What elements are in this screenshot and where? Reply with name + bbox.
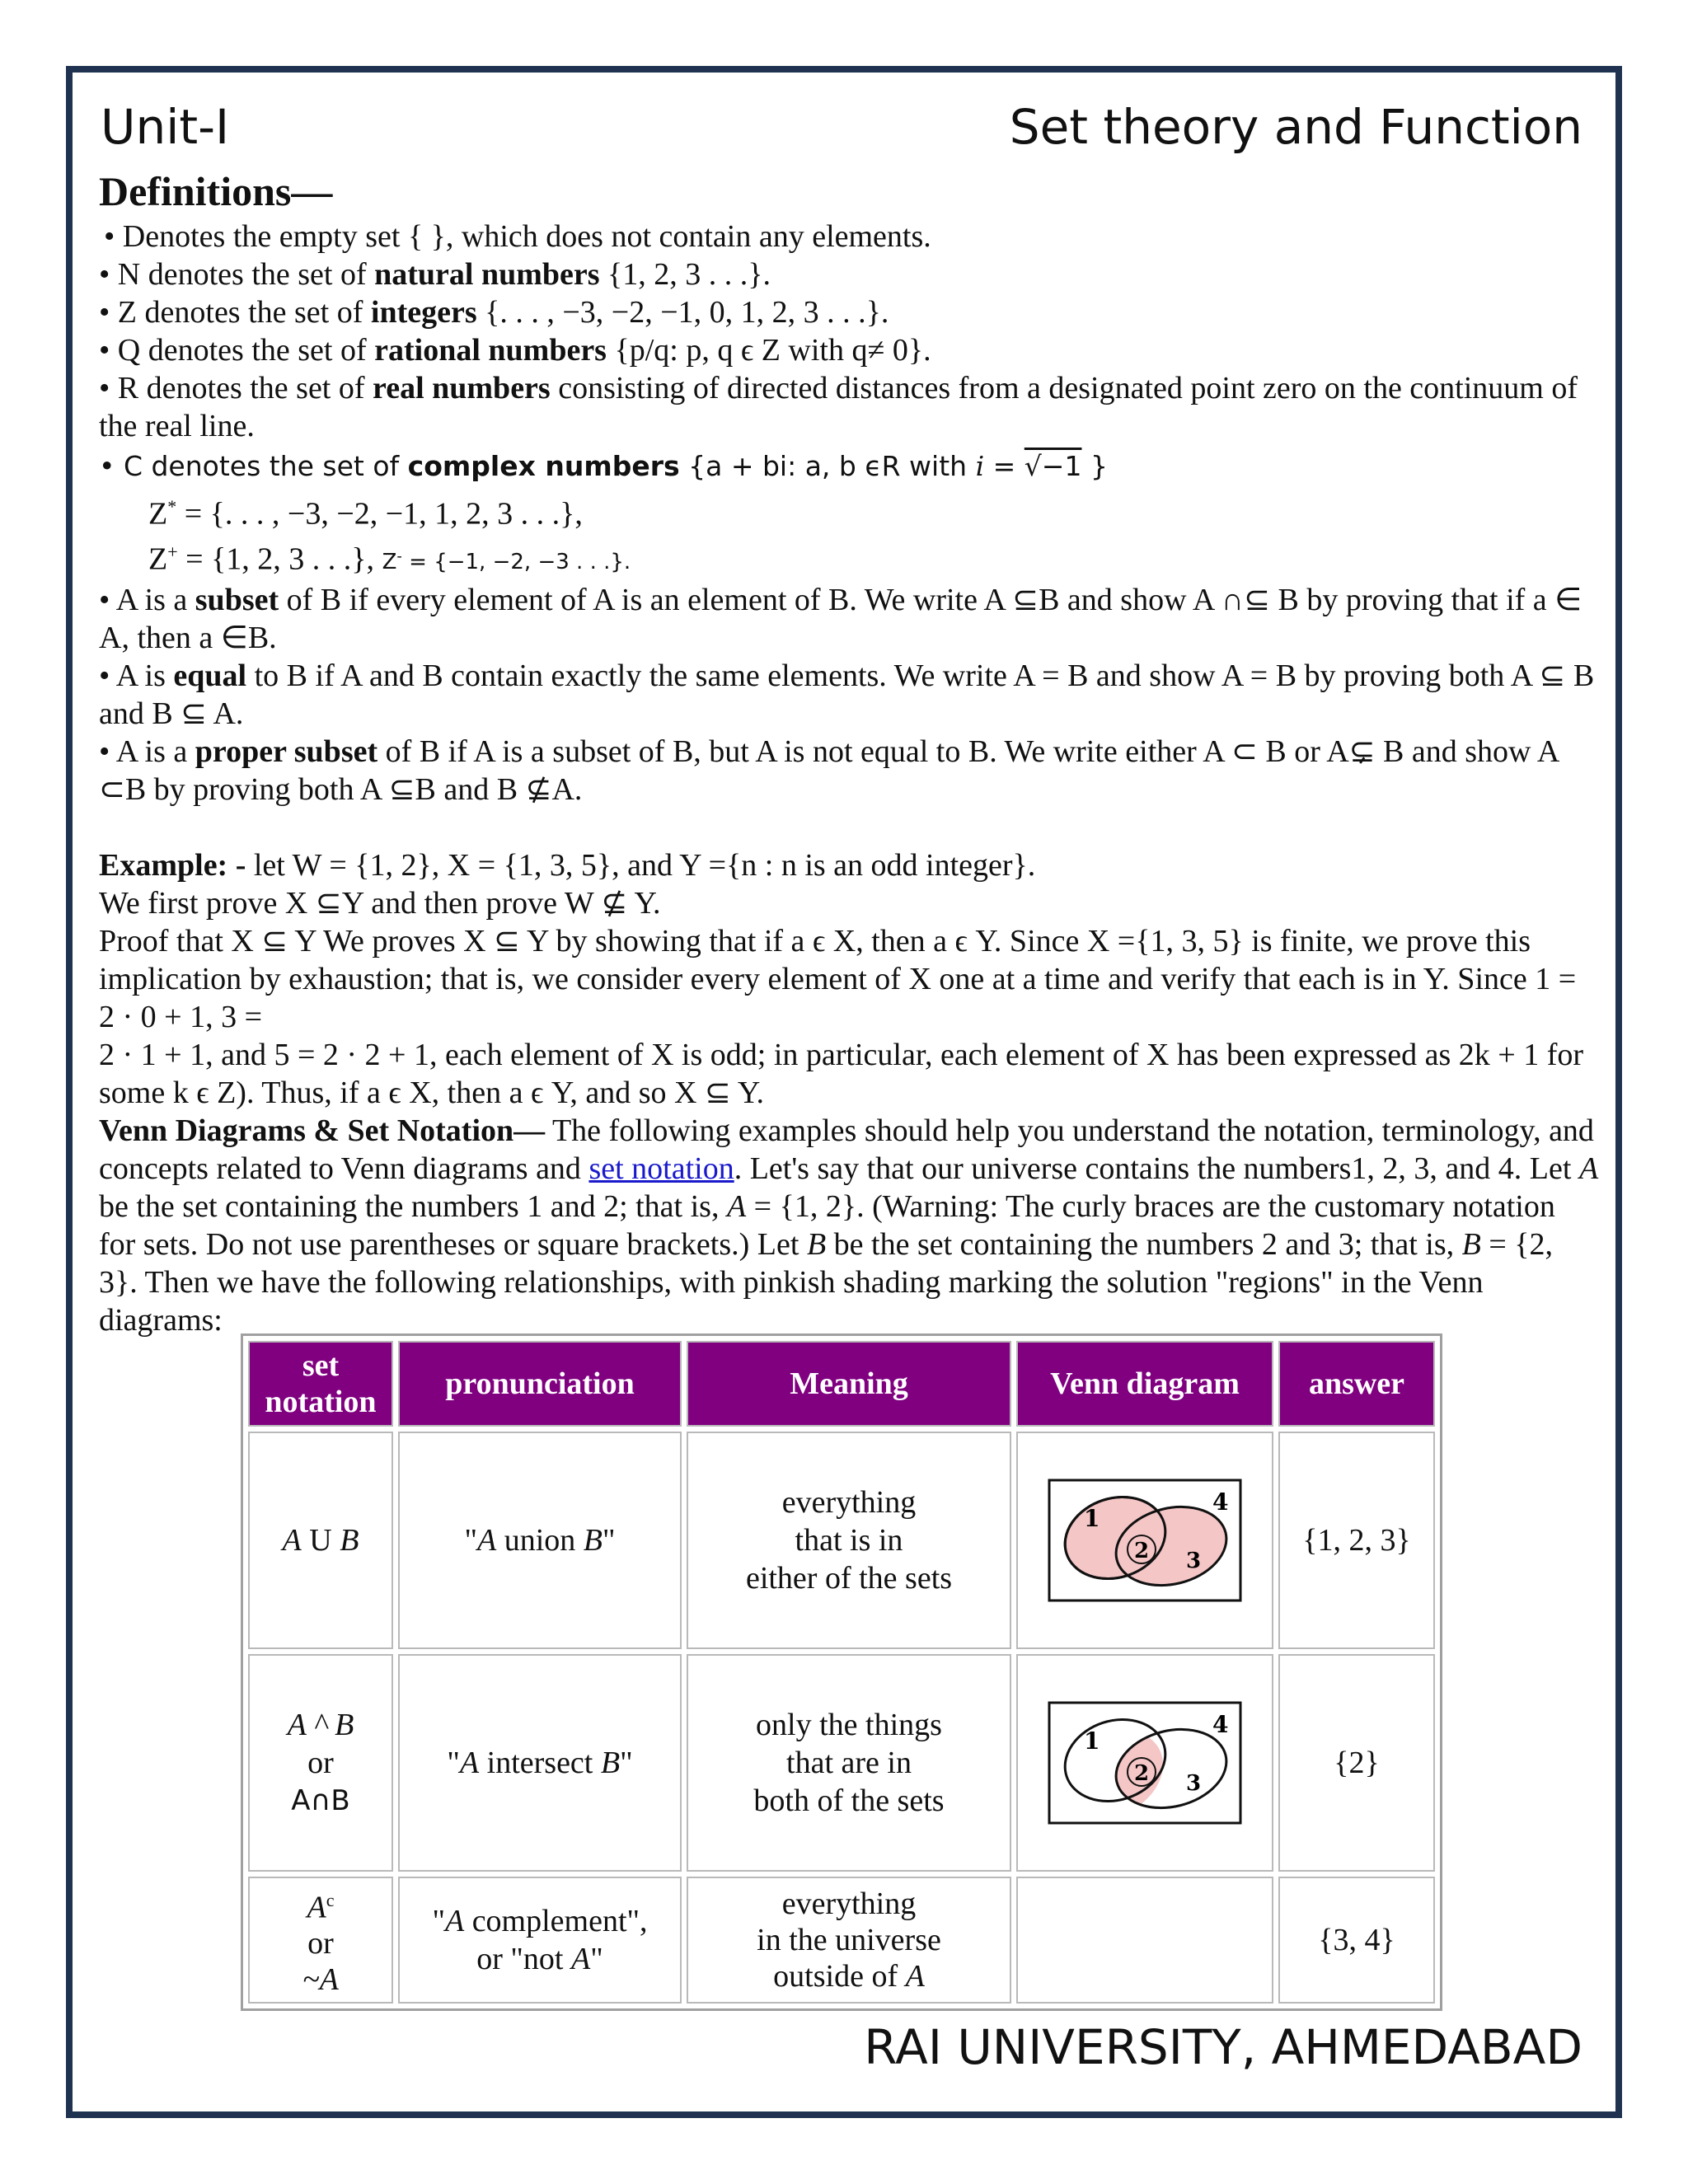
document-body bbox=[99, 165, 1599, 1339]
cell-venn-diagram bbox=[1016, 1654, 1273, 1872]
def-complex: • C denotes the set of complex numbers {a + bi: a, b ϵR with i = √−1 } bbox=[99, 450, 1108, 482]
cell-notation: $A^c$ or ~A bbox=[248, 1877, 393, 2004]
venn-label-1: 1 bbox=[1084, 1727, 1100, 1755]
def-proper-subset: • A is a proper subset of B if A is a subset of B, but A is not equal to B. We write either A ⊂ B or A⊊ B and show A ⊂B by proving both A ⊆B and B ⊈A. bbox=[99, 734, 1559, 808]
def-subset: • A is a subset of B if every element of A is an element of B. We write A ⊆B and show A ∩⊆ B by proving that if a ∈ A, then a ∈B. bbox=[99, 583, 1582, 656]
example-proof-cont: 2 · 1 + 1, and 5 = 2 · 2 + 1, each element of X is odd; in particular, each element of X has been expressed as 2k + 1 for some k ϵ Z). Thus, if a ϵ X, then a ϵ Y, and so X ⊆ Y. bbox=[99, 1038, 1584, 1111]
header-pronunciation: pronunciation bbox=[398, 1341, 682, 1427]
table-row bbox=[248, 1654, 1435, 1872]
header-set-notation: set notation bbox=[248, 1341, 393, 1427]
cell-answer: {1, 2, 3} bbox=[1278, 1432, 1435, 1649]
subject-title: Set theory and Function bbox=[1009, 99, 1582, 155]
table-row bbox=[248, 1877, 1435, 2004]
cell-venn-diagram bbox=[1016, 1432, 1273, 1649]
def-equal: • A is equal to B if A and B contain exactly the same elements. We write A = B and show A = B by proving both A ⊆ B and B ⊆ A. bbox=[99, 658, 1595, 732]
footer-university: RAI UNIVERSITY, AHMEDABAD bbox=[864, 2019, 1582, 2075]
def-real: • R denotes the set of real numbers consisting of directed distances from a designated point zero on the continuum of the real line. bbox=[99, 371, 1578, 443]
def-natural: • N denotes the set of natural numbers {1, 2, 3 . . .}. bbox=[99, 257, 771, 292]
example-line-1: Example: - let W = {1, 2}, X = {1, 3, 5}, and Y ={n : n is an odd integer}. bbox=[99, 848, 1036, 883]
venn-union-diagram bbox=[1048, 1479, 1242, 1602]
def-z-star: Z* = {. . . , −3, −2, −1, 1, 2, 3 . . .}, bbox=[148, 496, 583, 532]
def-empty-set: • Denotes the empty set { }, which does not contain any elements. bbox=[104, 219, 931, 254]
cell-meaning: everything that is in either of the sets bbox=[687, 1432, 1011, 1649]
cell-answer: {3, 4} bbox=[1278, 1877, 1435, 2004]
venn-label-4: 4 bbox=[1212, 1488, 1229, 1516]
definitions-heading: Definitions— bbox=[99, 168, 333, 214]
def-z-plus-minus: Z+ = {1, 2, 3 . . .}, Z- = {−1, −2, −3 . . .}. bbox=[148, 541, 631, 577]
venn-label-3: 3 bbox=[1186, 1771, 1202, 1796]
header-venn-diagram: Venn diagram bbox=[1016, 1341, 1273, 1427]
table-header-row bbox=[248, 1341, 1435, 1427]
def-integers: • Z denotes the set of integers {. . . , −3, −2, −1, 0, 1, 2, 3 . . .}. bbox=[99, 295, 889, 330]
set-notation-link[interactable]: set notation bbox=[588, 1151, 734, 1187]
example-line-2: We first prove X ⊆Y and then prove W ⊈ Y. bbox=[99, 886, 661, 921]
cell-notation: A ^ B or A∩B bbox=[248, 1654, 393, 1872]
venn-label-2: 2 bbox=[1134, 1539, 1150, 1563]
table-row bbox=[248, 1432, 1435, 1649]
spacer bbox=[99, 808, 1599, 846]
cell-pronunciation: "A union B" bbox=[398, 1432, 682, 1649]
cell-pronunciation: "A intersect B" bbox=[398, 1654, 682, 1872]
venn-label-2: 2 bbox=[1134, 1761, 1150, 1786]
venn-label-1: 1 bbox=[1084, 1505, 1100, 1532]
venn-intro: Venn Diagrams & Set Notation— The following examples should help you understand the notation, terminology, and concepts related to Venn diagrams and set notation. Let's say that our universe contains the numbers1, 2, 3, and 4. Let A be the set containing the numbers 1 and 2; that is, A = {1, 2}. (Warning: The curly braces are the customary notation for sets. Do not use parentheses or square brackets.) Let B be the set containing the numbers 2 and 3; that is, B = {2, 3}. Then we have the following relationships, with pinkish shading marking the solution "regions" in the Venn diagrams: bbox=[99, 1113, 1599, 1338]
cell-answer: {2} bbox=[1278, 1654, 1435, 1872]
cell-meaning: everything in the universe outside of A bbox=[687, 1877, 1011, 2004]
venn-intersection-diagram bbox=[1048, 1701, 1242, 1825]
cell-notation: A U B bbox=[248, 1432, 393, 1649]
example-proof: Proof that X ⊆ Y We proves X ⊆ Y by showing that if a ϵ X, then a ϵ Y. Since X ={1, 3, 5} is finite, we prove this implication by exhaustion; that is, we consider every element of X one at a time and verify that each is in Y. Since 1 = 2 · 0 + 1, 3 = bbox=[99, 924, 1577, 1035]
def-rational: • Q denotes the set of rational numbers {p/q: p, q ϵ Z with q≠ 0}. bbox=[99, 333, 931, 368]
unit-title: Unit-I bbox=[101, 99, 230, 155]
venn-label-3: 3 bbox=[1186, 1549, 1202, 1573]
cell-venn-diagram bbox=[1016, 1877, 1273, 2004]
venn-label-4: 4 bbox=[1212, 1711, 1229, 1738]
cell-meaning: only the things that are in both of the sets bbox=[687, 1654, 1011, 1872]
header-answer: answer bbox=[1278, 1341, 1435, 1427]
set-notation-table bbox=[241, 1333, 1442, 2011]
header-meaning: Meaning bbox=[687, 1341, 1011, 1427]
cell-pronunciation: "A complement", or "not A" bbox=[398, 1877, 682, 2004]
